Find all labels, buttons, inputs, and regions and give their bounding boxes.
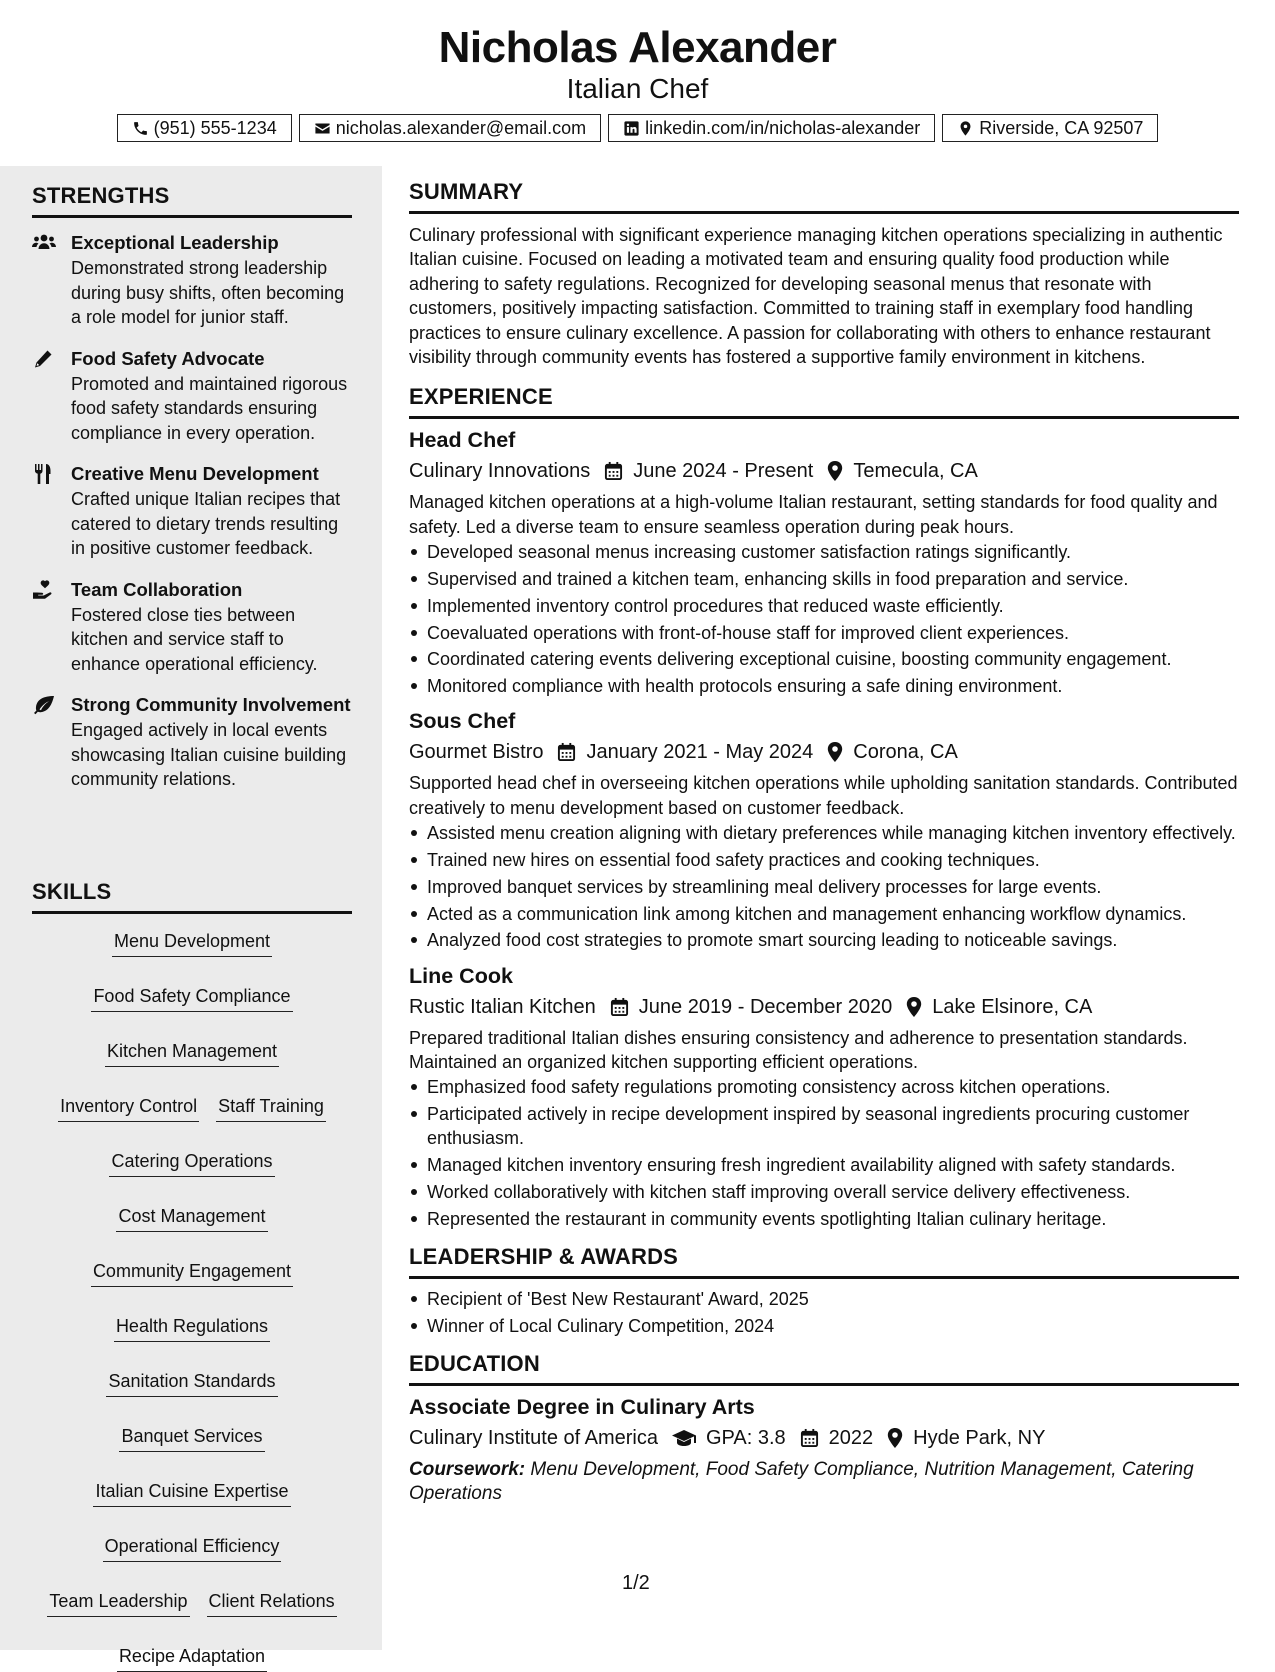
- skill-tag: Team Leadership: [47, 1588, 189, 1617]
- strength-title: Team Collaboration: [71, 578, 243, 600]
- skill-tag: Cost Management: [116, 1203, 267, 1232]
- strength-item: [32, 692, 352, 792]
- job-dates: January 2021 - May 2024: [586, 741, 814, 764]
- contact-phone[interactable]: [117, 114, 292, 142]
- job-description: Managed kitchen operations at a high-volume Italian restaurant, setting standards for food quality and safety. Led a diverse team to ensure seamless operation during peak hours.: [409, 492, 1218, 537]
- leaf-icon: [32, 695, 56, 715]
- list-item: Managed kitchen inventory ensuring fresh ingredient availability aligned with safety standards.: [427, 1153, 1239, 1177]
- contact-location: [942, 114, 1158, 142]
- skills-section: [32, 878, 352, 1672]
- job-company: Gourmet Bistro: [409, 741, 544, 764]
- linkedin-icon: [623, 120, 640, 137]
- job-entry: [409, 961, 1239, 1231]
- list-item: Acted as a communication link among kitchen and management enhancing workflow dynamics.: [427, 902, 1239, 926]
- coursework-text: Menu Development, Food Safety Compliance, Nutrition Management, Catering Operations: [409, 1459, 1194, 1505]
- location-pin-icon: [957, 120, 974, 137]
- calendar-icon: [610, 997, 629, 1017]
- calendar-icon: [800, 1428, 819, 1448]
- section-divider: [32, 215, 352, 218]
- section-divider: [409, 1383, 1239, 1386]
- users-icon: [32, 233, 56, 253]
- coursework: [409, 1458, 1239, 1506]
- list-item: Implemented inventory control procedures that reduced waste efficiently.: [427, 594, 1239, 618]
- contact-location-text: Riverside, CA 92507: [979, 118, 1144, 138]
- job-meta: [409, 456, 1239, 486]
- degree-title: Associate Degree in Culinary Arts: [409, 1395, 755, 1420]
- calendar-icon: [557, 742, 576, 762]
- job-title: Head Chef: [409, 428, 516, 453]
- sidebar: [0, 166, 382, 1666]
- list-item: Supervised and trained a kitchen team, enhancing skills in food preparation and service.: [427, 567, 1239, 591]
- location-pin-icon: [887, 1428, 903, 1448]
- section-divider: [409, 211, 1239, 214]
- contact-linkedin-text: linkedin.com/in/nicholas-alexander: [645, 118, 921, 138]
- list-item: Monitored compliance with health protocols ensuring a safe dining environment.: [427, 674, 1239, 698]
- list-item: Improved banquet services by streamlining meal delivery processes for large events.: [427, 875, 1239, 899]
- hand-heart-icon: [32, 580, 56, 600]
- strength-item: [32, 346, 352, 446]
- job-title: Line Cook: [409, 963, 513, 988]
- strength-description: Fostered close ties between kitchen and service staff to enhance operational efficiency.: [71, 604, 318, 674]
- skills-heading: SKILLS: [32, 879, 112, 904]
- section-divider: [409, 416, 1239, 419]
- education-location: Hyde Park, NY: [913, 1427, 1046, 1450]
- skills-list: [32, 928, 352, 1672]
- list-item: Analyzed food cost strategies to promote smart sourcing leading to noticeable savings.: [427, 928, 1239, 952]
- list-item: Trained new hires on essential food safety practices and cooking techniques.: [427, 848, 1239, 872]
- job-company: Culinary Innovations: [409, 460, 591, 483]
- pencil-icon: [32, 349, 56, 369]
- skill-tag: Staff Training: [216, 1093, 326, 1122]
- utensils-icon: [32, 464, 56, 484]
- main-column: [409, 178, 1239, 1506]
- strength-item: [32, 230, 352, 330]
- experience-section: [409, 383, 1239, 1231]
- list-item: Recipient of 'Best New Restaurant' Award, 2025: [427, 1287, 1239, 1311]
- skill-tag: Health Regulations: [114, 1313, 270, 1342]
- job-entry: [409, 425, 1239, 698]
- education-year: 2022: [828, 1427, 874, 1450]
- job-bullets: [409, 821, 1239, 952]
- awards-section: [409, 1243, 1239, 1338]
- skill-tag: Banquet Services: [119, 1423, 264, 1452]
- candidate-role: Italian Chef: [566, 73, 709, 104]
- summary-section: [409, 178, 1239, 369]
- phone-icon: [132, 120, 149, 137]
- location-pin-icon: [827, 461, 843, 481]
- list-item: Developed seasonal menus increasing customer satisfaction ratings significantly.: [427, 540, 1239, 564]
- job-location: Corona, CA: [853, 741, 958, 764]
- job-title: Sous Chef: [409, 709, 516, 734]
- job-description: Prepared traditional Italian dishes ensuring consistency and adherence to presentation standards. Maintained an organized kitchen supporting efficient operations.: [409, 1027, 1188, 1073]
- list-item: Winner of Local Culinary Competition, 2024: [427, 1314, 1239, 1338]
- strength-item: [32, 461, 352, 561]
- awards-list: [409, 1287, 1239, 1338]
- strengths-list: [32, 230, 352, 792]
- section-divider: [32, 911, 352, 914]
- strength-description: Promoted and maintained rigorous food safety standards ensuring compliance in every operation.: [71, 373, 348, 443]
- skill-tag: Kitchen Management: [105, 1038, 279, 1067]
- location-pin-icon: [906, 997, 922, 1017]
- strength-title: Exceptional Leadership: [71, 232, 279, 253]
- job-meta: [409, 737, 1239, 767]
- awards-heading: LEADERSHIP & AWARDS: [409, 1244, 679, 1270]
- list-item: Emphasized food safety regulations promoting consistency across kitchen operations.: [427, 1075, 1239, 1099]
- strength-description: Demonstrated strong leadership during busy shifts, often becoming a role model for junior staff.: [71, 258, 345, 327]
- experience-heading: EXPERIENCE: [409, 384, 553, 410]
- skill-tag: Sanitation Standards: [106, 1368, 277, 1397]
- job-location: Lake Elsinore, CA: [932, 995, 1093, 1018]
- contact-linkedin[interactable]: [608, 114, 935, 142]
- skill-tag: Recipe Adaptation: [117, 1643, 267, 1672]
- list-item: Represented the restaurant in community events spotlighting Italian culinary heritage.: [427, 1207, 1239, 1231]
- list-item: Assisted menu creation aligning with dietary preferences while managing kitchen inventory effectively.: [427, 821, 1239, 845]
- strengths-section: [32, 182, 352, 792]
- school-name: Culinary Institute of America: [409, 1427, 658, 1450]
- strength-title: Creative Menu Development: [71, 463, 319, 484]
- list-item: Worked collaboratively with kitchen staff improving overall service delivery effectiveness.: [427, 1180, 1239, 1204]
- list-item: Coevaluated operations with front-of-house staff for improved client experiences.: [427, 621, 1239, 645]
- envelope-icon: [314, 120, 331, 137]
- summary-text: Culinary professional with significant experience managing kitchen operations specializing in authentic Italian cuisine. Focused on leading a motivated team and ensuring quality food production while adhering to safety regulations. Recognized for developing seasonal menus that resonate with customers, positively impacting satisfaction. Committed to training staff in exemplary food handling practices to ensure culinary excellence. A passion for collaborating with others to enhance restaurant visibility through community events has fostered a supportive family environment in kitchens.: [409, 225, 1223, 368]
- list-item: Coordinated catering events delivering exceptional cuisine, boosting community engagement.: [427, 647, 1239, 671]
- contact-phone-text: (951) 555-1234: [153, 118, 277, 138]
- strength-description: Crafted unique Italian recipes that catered to dietary trends resulting in positive customer feedback.: [71, 489, 341, 558]
- candidate-name: Nicholas Alexander: [438, 23, 837, 72]
- graduation-cap-icon: [672, 1428, 696, 1448]
- page-number: 1/2: [622, 1572, 650, 1594]
- list-item: Participated actively in recipe development inspired by seasonal ingredients procuring customer enthusiasm.: [427, 1102, 1239, 1150]
- skill-tag: Operational Efficiency: [103, 1533, 282, 1562]
- job-bullets: [409, 1075, 1239, 1231]
- skill-tag: Inventory Control: [58, 1093, 199, 1122]
- job-company: Rustic Italian Kitchen: [409, 995, 596, 1018]
- job-bullets: [409, 540, 1239, 698]
- strength-title: Food Safety Advocate: [71, 347, 265, 369]
- job-description: Supported head chef in overseeing kitchen operations while upholding sanitation standards. Contributed creatively to menu development based on customer feedback.: [409, 773, 1238, 818]
- job-dates: June 2024 - Present: [633, 460, 814, 483]
- resume-header: [0, 0, 1275, 166]
- job-dates: June 2019 - December 2020: [638, 995, 893, 1018]
- skill-tag: Italian Cuisine Expertise: [93, 1478, 290, 1507]
- summary-heading: SUMMARY: [409, 179, 524, 204]
- skill-tag: Client Relations: [207, 1588, 337, 1617]
- contact-bar: [0, 114, 1275, 142]
- skill-tag: Menu Development: [112, 928, 272, 957]
- skill-tag: Community Engagement: [91, 1258, 293, 1287]
- section-divider: [409, 1276, 1239, 1279]
- skill-tag: Food Safety Compliance: [91, 983, 292, 1012]
- skill-tag: Catering Operations: [109, 1148, 274, 1177]
- education-heading: EDUCATION: [409, 1351, 540, 1377]
- education-gpa: GPA: 3.8: [706, 1427, 786, 1450]
- strength-title: Strong Community Involvement: [71, 694, 351, 715]
- strength-item: [32, 577, 352, 677]
- contact-email[interactable]: [299, 114, 601, 142]
- coursework-label: Coursework:: [409, 1459, 526, 1481]
- contact-email-text: nicholas.alexander@email.com: [335, 118, 587, 138]
- location-pin-icon: [827, 742, 843, 762]
- strength-description: Engaged actively in local events showcasing Italian cuisine building community relations.: [71, 720, 347, 789]
- education-section: [409, 1350, 1239, 1506]
- job-location: Temecula, CA: [853, 460, 978, 483]
- strengths-heading: STRENGTHS: [32, 183, 170, 208]
- education-meta: [409, 1423, 1239, 1453]
- job-meta: [409, 992, 1239, 1022]
- calendar-icon: [604, 461, 623, 481]
- job-entry: [409, 706, 1239, 952]
